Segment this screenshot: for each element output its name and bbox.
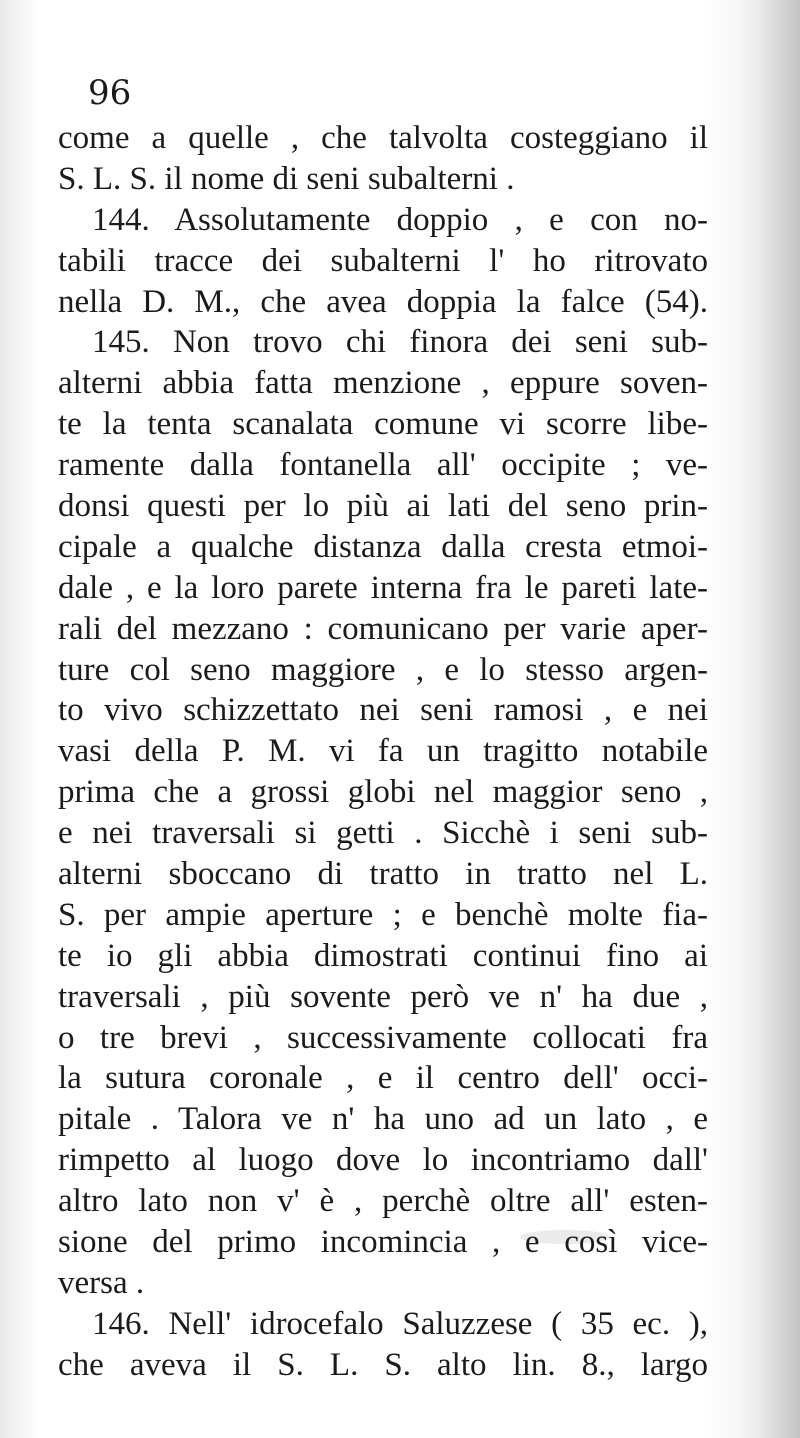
body-text (58, 118, 708, 1386)
text-line: che aveva il S. L. S. alto lin. 8., largo (58, 1346, 708, 1383)
text-line: 145. Non trovo chi finora dei seni sub- (92, 324, 708, 361)
page-edge-shadow (740, 0, 800, 1438)
text-line: e nei traversali si getti . Sicchè i seni sub- (58, 815, 708, 852)
text-line: traversali , più sovente però ve n' ha due , (58, 978, 708, 1015)
text-line: S. per ampie aperture ; e benchè molte fia- (58, 896, 708, 933)
text-line: prima che a grossi globi nel maggior seno , (58, 774, 708, 811)
page-number: 96 (88, 73, 132, 113)
text-line: sione del primo incomincia , e così vice- (58, 1224, 708, 1261)
text-line: alterni abbia fatta menzione , eppure soven- (58, 365, 708, 402)
text-line: versa . (58, 1264, 145, 1301)
text-line: tabili tracce dei subalterni l' ho ritrovato (58, 242, 708, 279)
text-line: 146. Nell' idrocefalo Saluzzese ( 35 ec. ), (92, 1305, 708, 1342)
text-line: altro lato non v' è , perchè oltre all' esten- (58, 1183, 708, 1220)
text-line: la sutura coronale , e il centro dell' occi- (58, 1060, 708, 1097)
text-line: rimpetto al luogo dove lo incontriamo dall' (58, 1142, 708, 1179)
text-line: nella D. M., che avea doppia la falce (54). (58, 283, 708, 320)
text-line: dale , e la loro parete interna fra le pareti late- (58, 569, 708, 606)
text-line: vasi della P. M. vi fa un tragitto notabile (58, 733, 708, 770)
text-line: te io gli abbia dimostrati continui fino ai (58, 937, 708, 974)
text-line: cipale a qualche distanza dalla cresta etmoi- (58, 528, 708, 565)
text-line: o tre brevi , successivamente collocati fra (58, 1019, 708, 1056)
text-line: donsi questi per lo più ai lati del seno prin- (58, 488, 708, 525)
text-line: ture col seno maggiore , e lo stesso argen- (58, 651, 708, 688)
text-line: S. L. S. il nome di seni subalterni . (58, 160, 515, 197)
text-line: alterni sboccano di tratto in tratto nel L. (58, 856, 708, 893)
text-line: te la tenta scanalata comune vi scorre libe- (58, 406, 708, 443)
text-line: 144. Assolutamente doppio , e con no- (92, 201, 708, 238)
text-line: ramente dalla fontanella all' occipite ; ve- (58, 447, 708, 484)
text-line: to vivo schizzettato nei seni ramosi , e nei (58, 692, 708, 729)
text-line: come a quelle , che talvolta costeggiano il (58, 120, 708, 156)
text-line: rali del mezzano : comunicano per varie aper- (58, 610, 708, 647)
text-line: pitale . Talora ve n' ha uno ad un lato , e (58, 1101, 708, 1138)
